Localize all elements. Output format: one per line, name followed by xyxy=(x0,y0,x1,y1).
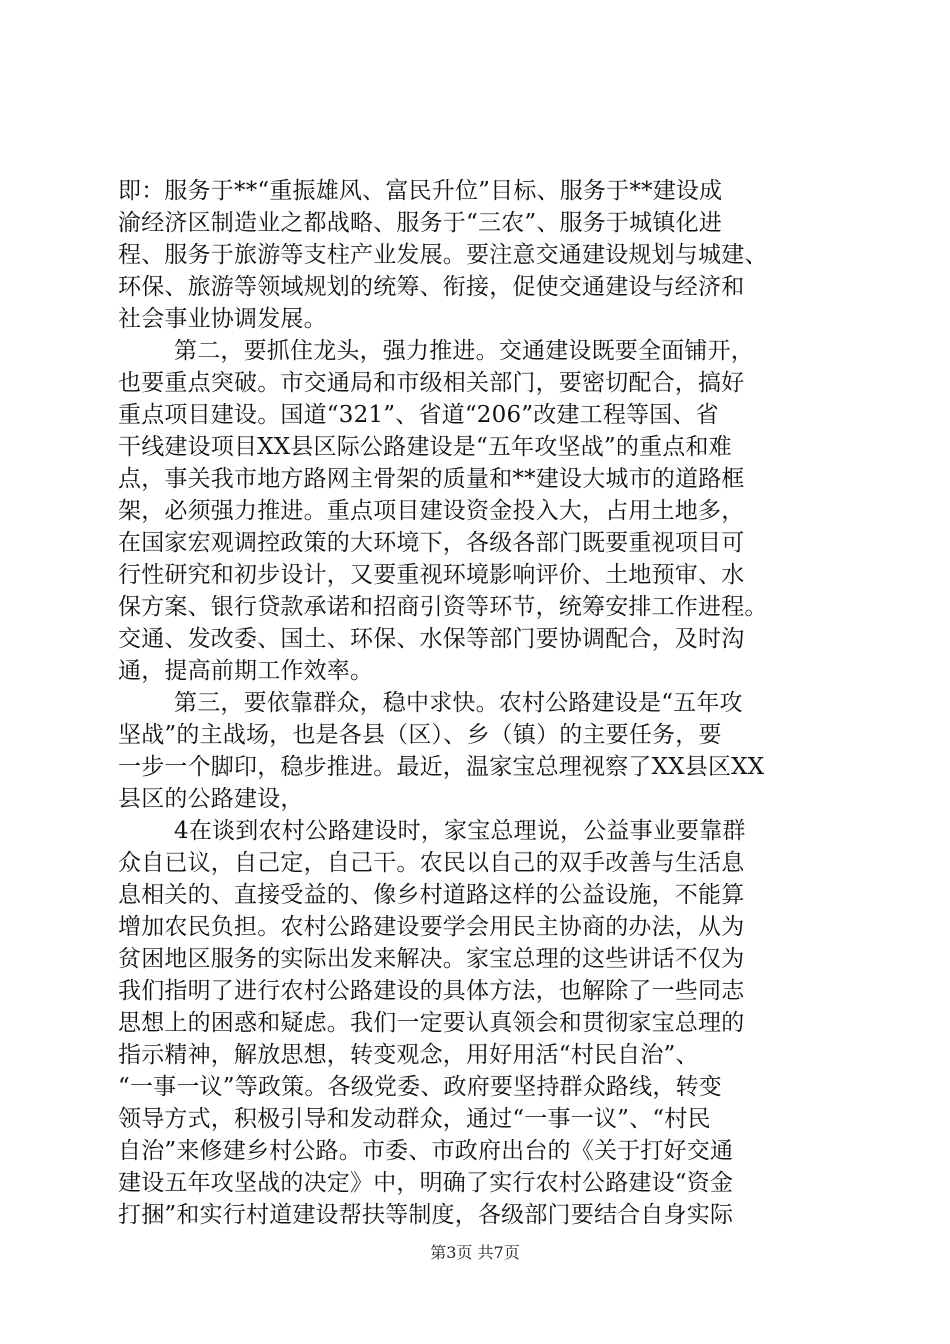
text-line: 保方案、银行贷款承诺和招商引资等环节，统筹安排工作进程。 xyxy=(118,594,768,620)
text-line: 重点项目建设。国道“321”、省道“206”改建工程等国、省 xyxy=(118,402,719,428)
text-line: 思想上的困惑和疑虑。我们一定要认真领会和贯彻家宝总理的 xyxy=(118,1010,745,1036)
text-line: 环保、旅游等领域规划的统筹、衔接，促使交通建设与经济和 xyxy=(118,274,745,300)
text-line: 通，提高前期工作效率。 xyxy=(118,658,374,684)
text-line: 建设五年攻坚战的决定》中，明确了实行农村公路建设“资金 xyxy=(118,1170,734,1196)
text-line: 打捆”和实行村道建设帮扶等制度，各级部门要结合自身实际 xyxy=(118,1202,734,1228)
text-line: 我们指明了进行农村公路建设的具体方法，也解除了一些同志 xyxy=(118,978,745,1004)
paragraph-start-line: 第二，要抓住龙头，强力推进。交通建设既要全面铺开， xyxy=(174,338,754,364)
text-line: 坚战”的主战场，也是各县（区）、乡（镇）的主要任务，要 xyxy=(118,722,722,748)
text-line: 一步一个脚印，稳步推进。最近，温家宝总理视察了XX县区XX xyxy=(118,754,765,780)
text-line: 息相关的、直接受益的、像乡村道路这样的公益设施，不能算 xyxy=(118,882,745,908)
text-line: 渝经济区制造业之都战略、服务于“三农”、服务于城镇化进 xyxy=(118,210,722,236)
text-line: 贫困地区服务的实际出发来解决。家宝总理的这些讲话不仅为 xyxy=(118,946,745,972)
text-line: 架，必须强力推进。重点项目建设资金投入大，占用土地多， xyxy=(118,498,745,524)
text-line: 增加农民负担。农村公路建设要学会用民主协商的办法，从为 xyxy=(118,914,745,940)
text-line: 程、服务于旅游等支柱产业发展。要注意交通建设规划与城建、 xyxy=(118,242,768,268)
body-text xyxy=(118,175,836,1231)
text-line: 在国家宏观调控政策的大环境下，各级各部门既要重视项目可 xyxy=(118,530,745,556)
text-line: 社会事业协调发展。 xyxy=(118,306,327,332)
text-line: “一事一议”等政策。各级党委、政府要坚持群众路线，转变 xyxy=(118,1074,722,1100)
text-line: 点，事关我市地方路网主骨架的质量和**建设大城市的道路框 xyxy=(118,466,745,492)
text-line: 行性研究和初步设计，又要重视环境影响评价、土地预审、水 xyxy=(118,562,745,588)
text-line: 自治”来修建乡村公路。市委、市政府出台的《关于打好交通 xyxy=(118,1138,734,1164)
text-line: 众自已议，自己定，自己干。农民以自己的双手改善与生活息 xyxy=(118,850,745,876)
paragraph-start-line: 第三，要依靠群众，稳中求快。农村公路建设是“五年攻 xyxy=(174,690,743,716)
text-line: 指示精神，解放思想，转变观念，用好用活“村民自治”、 xyxy=(118,1042,699,1068)
text-line: 也要重点突破。市交通局和市级相关部门，要密切配合，搞好 xyxy=(118,370,745,396)
text-line: 县区的公路建设， xyxy=(118,786,304,812)
text-line: 即：服务于**“重振雄风、富民升位”目标、服务于**建设成 xyxy=(118,178,723,204)
page-number-footer: 第3页 共7页 xyxy=(430,1243,520,1262)
text-line: 交通、发改委、国土、环保、水保等部门要协调配合，及时沟 xyxy=(118,626,745,652)
text-line: 领导方式，积极引导和发动群众，通过“一事一议”、“村民 xyxy=(118,1106,711,1132)
paragraph-start-line: 4在谈到农村公路建设时，家宝总理说，公益事业要靠群 xyxy=(174,818,746,844)
text-line: 干线建设项目XX县区际公路建设是“五年攻坚战”的重点和难 xyxy=(118,434,732,460)
